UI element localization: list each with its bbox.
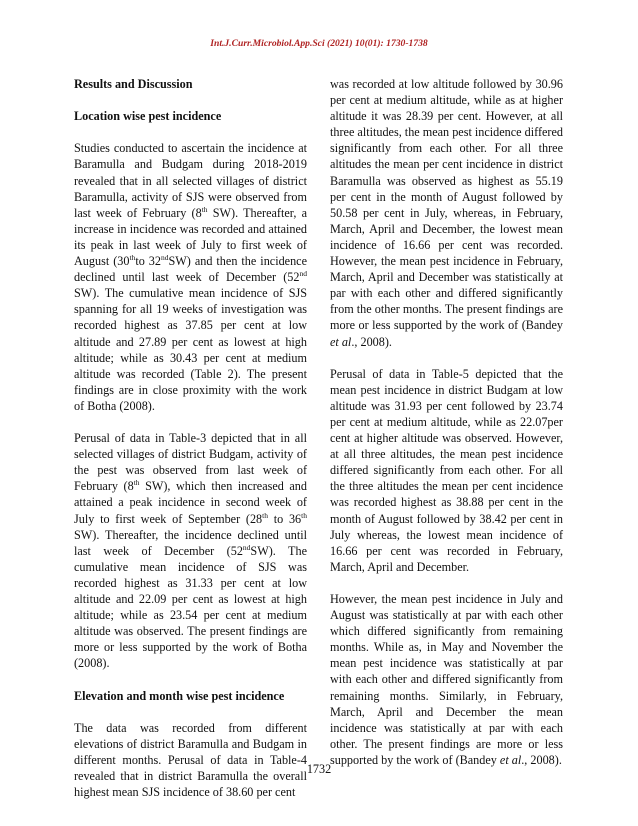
paragraph-baramulla-incidence: Studies conducted to ascertain the incidence at Baramulla and Budgam during 2018-2019 revealed that in all selected villages of district Baramulla, activity of SJS were observed from last week of February (8th SW). Thereafter, a increase in incidence was recorded and attained its peak in last week of July to first week of August (30thto 32ndSW) and then the incidence declined until last week of December (52nd SW). The cumulative mean incidence of SJS spanning for all 19 weeks of investigation was recorded highest as 37.85 per cent at low altitude and 27.89 per cent as lowest at high altitude; while as 30.43 per cent at medium altitude was recorded (Table 2). The present findings are in close proximity with the work of Botha (2008). (74, 141, 307, 413)
paragraph-baramulla-months: was recorded at low altitude followed by 30.96 per cent at medium altitude, while as at higher altitude it was 28.39 per cent. However, at all three altitudes, the mean pest incidence differed significantly from each other. For all three altitudes the mean per cent incidence in district Baramulla was observed as highest as 55.19 per cent in the month of August followed by 50.58 per cent in July, whereas, in February, March, April and December, the lowest mean incidence of 16.66 per cent was recorded. However, the mean pest incidence in February, March, April and December was statistically at par with each other and differed significantly from the other months. The present findings are more or less supported by the work of (Bandey et al., 2008). (330, 77, 563, 349)
journal-header: Int.J.Curr.Microbiol.App.Sci (2021) 10(01): 1730-1738 (210, 38, 428, 49)
paragraph-budgam-incidence: Perusal of data in Table-3 depicted that in all selected villages of district Budgam, activity of the pest was observed from last week of February (8th SW), which then increased and attained a peak incidence in second week of July to first week of September (28th to 36th SW). Thereafter, the incidence declined until last week of December (52ndSW). The cumulative mean incidence of SJS was recorded highest as 31.33 per cent at low altitude and 22.09 per cent as lowest at high altitude; while as 23.54 per cent at medium altitude was observed. The present findings are more or less supported by the work of Botha (2008). (74, 431, 307, 671)
page-number: 1732 (306, 762, 332, 776)
left-column (74, 76, 307, 816)
paragraph-budgam-months: However, the mean pest incidence in July and August was statistically at par with each other which differed significantly from remaining months. While as, in May and November the mean pest incidence was statistically at par with each other and differed significantly from remaining months. Similarly, in February, March, April and December the mean incidence was statistically at par with each other. The present findings are more or less supported by the work of (Bandey et al., 2008). (330, 592, 563, 767)
location-heading: Location wise pest incidence (74, 109, 222, 124)
elevation-heading: Elevation and month wise pest incidence (74, 688, 285, 703)
right-column (330, 76, 563, 784)
paragraph-budgam-table5: Perusal of data in Table-5 depicted that the mean pest incidence in district Budgam at low altitude was 31.93 per cent followed by 23.74 per cent at medium altitude, while as 22.07per cent at higher altitude was observed. However, at all three altitudes, the mean pest incidence differed significantly from each other. For all the three altitudes the mean per cent incidence was recorded highest as 38.88 per cent in the month of August followed by 38.42 per cent in July whereas, the lowest mean incidence of 16.66 per cent was recorded in February, March, April and December. (330, 366, 563, 574)
results-heading: Results and Discussion (74, 77, 193, 91)
paragraph-elevation-intro: The data was recorded from different elevations of district Baramulla and Budgam in different months. Perusal of data in Table-4 revealed that in district Baramulla the overall highest mean SJS incidence of 38.60 per cent (74, 720, 307, 800)
